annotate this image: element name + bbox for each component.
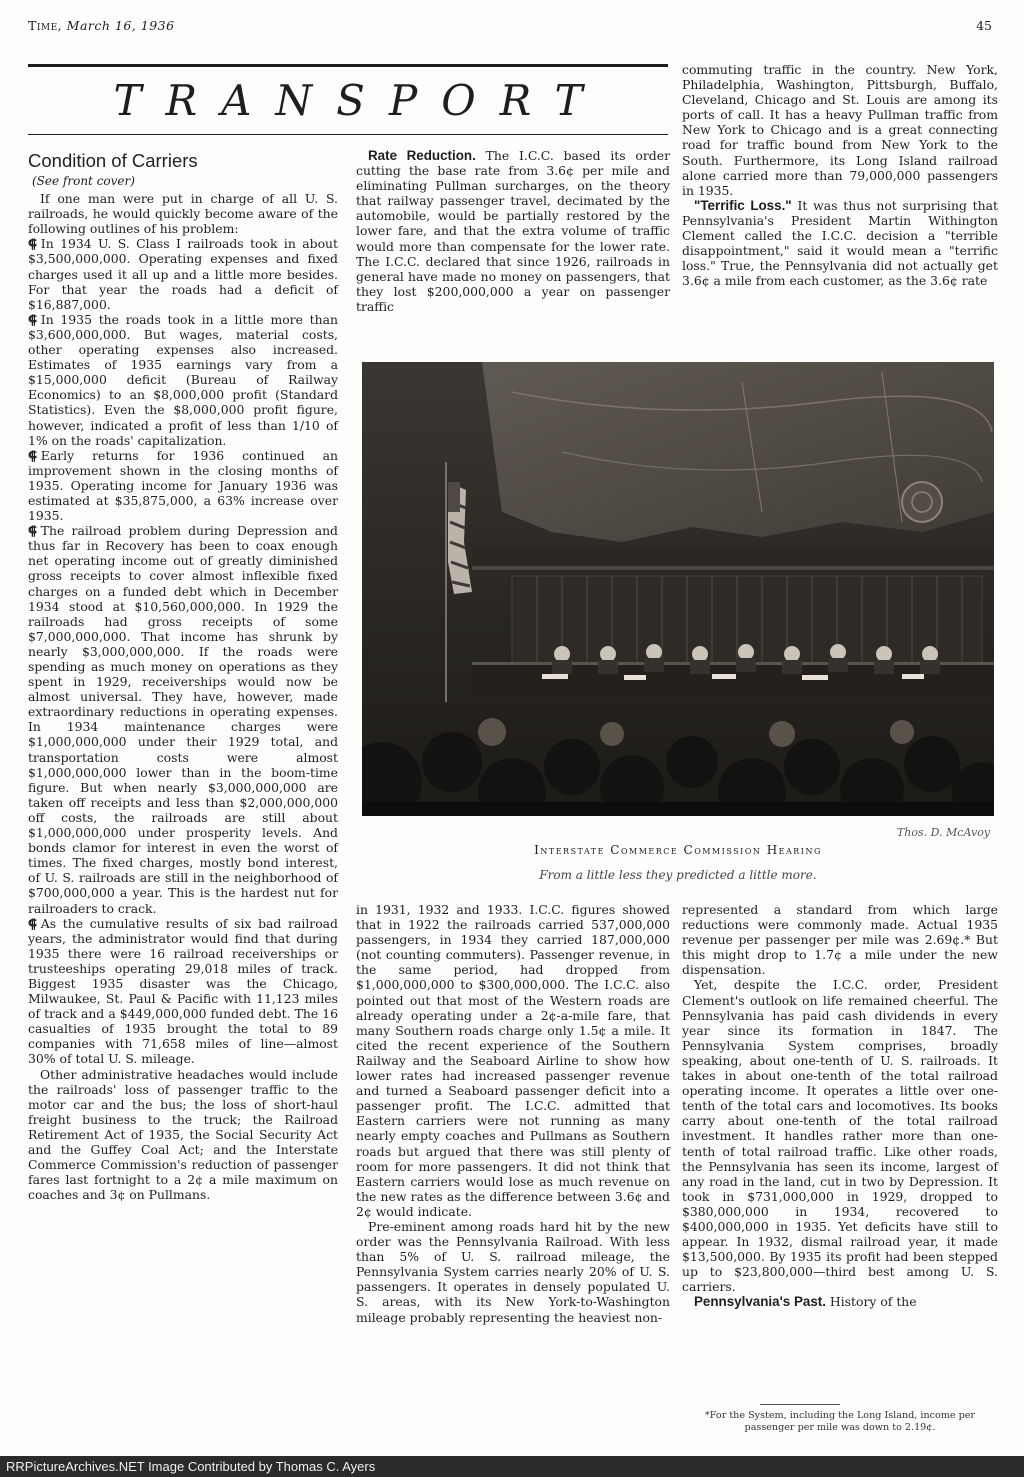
bullet-paragraph: ⸿ The railroad problem during Depression and thus far in Recovery has been to coax enough net operating income out of greatly diminished gross receipts to cover almost inflexible fixed charges on a funded debt which in December 1934 stood at $10,560,000,000. In 1929 the railroads had gross receipts of some $7,000,000,000. That income has shrunk by nearly $3,000,000,000. If the roads were spending as much money on operations as they spent in 1929, receiverships would now be almost universal. They have, however, made extraordinary reductions in operating expenses. In 1934 maintenance charges were $1,000,000,000 under their 1929 total, and transportation costs were almost $1,000,000,000 lower than in the boom-time figure. But when nearly $3,000,000,000 are taken off receipts and less than $2,000,000,000 off costs, the railroads are still about $1,000,000,000 under prosperity levels. And bonds clamor for interest in even the worst of times. The fixed charges, mostly bond interest, of U. S. railroads are still in the neighborhood of $700,000,000 a year. This is the hardest nut for railroaders to crack.	[28, 523, 338, 916]
article-column-2-bottom	[356, 902, 670, 1325]
paragraph: represented a standard from which large reductions were commonly made. Actual 1935 revenue per passenger per mile was 2.69¢.* But this might drop to 1.7¢ a mile under the new dispensation.	[682, 902, 998, 978]
paragraph: in 1931, 1932 and 1933. I.C.C. figures showed that in 1922 the railroads carried 537,000,000 passengers, in 1934 they carried 187,000,000 (not counting commuters). Passenger revenue, in the same period, had dropped from $1,000,000,000 to $300,000,000. The I.C.C. also pointed out that most of the Western roads are already operating under a 2¢-a-mile fare, that many Southern roads charge only 1.5¢ a mile. It cited the recent experience of the Southern Railway and the Seaboard Airline to show how lower rates had increased passenger revenue and turned a Seaboard passenger deficit into a passenger profit. The I.C.C. admitted that Eastern carriers were not running as many nearly empty coaches and Pullmans as Southern roads but argued that there was still plenty of room for more passengers. It did not think that Eastern carriers would lose as much revenue on the new rates as the difference between 3.6¢ and 2¢ would indicate.	[356, 902, 670, 1219]
article-headline: Condition of Carriers	[28, 150, 198, 171]
bullet-paragraph: ⸿ Early returns for 1936 continued an improvement shown in the closing months of 1935. Operating income for January 1936 was estimated at $35,875,000, a 63% increase over 1935.	[28, 447, 338, 524]
section-title: TRANSPORT	[113, 76, 607, 125]
hearing-photograph	[362, 362, 994, 816]
subhead-rate-reduction: Rate Reduction.	[368, 148, 476, 163]
paragraph-mark-icon: ⸿	[28, 447, 37, 463]
paragraph: Yet, despite the I.C.C. order, President Clement's outlook on life remained cheerful. The Pennsylvania has paid cash dividends in every year since its formation in 1847. The Pennsylvania System comprises, broadly speaking, about one-tenth of U. S. railroads. It takes in about one-tenth of the total railroad operating income. It operates a little over one-tenth of the total cars and locomotives. Its books carry about one-tenth of the total railroad investment. It handles rather more than one-tenth of total railroad traffic. Like other roads, the Pennsylvania has seen its income, largest of any road in the land, cut in two by Depression. It took in $731,000,000 in 1929, dropped to $380,000,000 in 1934, recovered to $400,000,000 in 1935. Yet deficits have still to appear. In 1932, dismal railroad year, it made $13,500,000. By 1935 its profit had been stepped up to $23,800,000—third best among U. S. carriers.	[682, 977, 998, 1295]
subhead-pennsylvanias-past: Pennsylvania's Past.	[694, 1294, 826, 1310]
paragraph-mark-icon: ⸿	[28, 915, 37, 931]
paragraph-mark-icon: ⸿	[28, 523, 37, 539]
paragraph: The I.C.C. based its order cutting the base rate from 3.6¢ per mile and eliminating Pullman surcharges, on the theory that railway passenger travel, decimated by the automobile, would be partially restored by the lower fare, and that the extra volume of traffic would more than compensate for the lower rate. The I.C.C. declared that since 1926, railroads in general have made no money on passengers, that they lost $200,000,000 a year on passenger traffic	[356, 148, 670, 314]
article-column-3-bottom	[682, 902, 998, 1310]
footnote: *For the System, including the Long Island, income per passenger per mile was down to 2.19¢.	[704, 1410, 976, 1433]
magazine-name: Time,	[28, 18, 63, 33]
article-column-3-top	[682, 62, 998, 288]
paragraph-mark-icon: ⸿	[28, 236, 37, 252]
archive-watermark: RRPictureArchives.NET Image Contributed by Thomas C. Ayers	[0, 1456, 1024, 1477]
bullet-paragraph: ⸿ In 1935 the roads took in a little more than $3,600,000,000. But wages, material costs, other operating expenses also increased. Estimates of 1935 earnings vary from a $15,000,000 deficit (Bureau of Railway Economics) to an $8,000,000 profit (Standard Statistics). Even the $8,000,000 profit figure, however, indicated a profit of less than 1/10 of 1% on the roads' capitalization.	[28, 311, 338, 448]
bullet-paragraph: ⸿ As the cumulative results of six bad railroad years, the administrator would find that during 1935 there were 16 railroad receiverships or trusteeships operating 29,018 miles of track. Biggest 1935 disaster was the Chicago, Milwaukee, St. Paul & Pacific with 11,123 miles of track and a $449,000,000 funded debt. The 16 casualties of 1935 brought the total to 89 companies with 71,658 miles of line—almost 30% of total U. S. mileage.	[28, 915, 338, 1067]
issue-date: March 16, 1936	[66, 18, 175, 33]
paragraph: If one man were put in charge of all U. S. railroads, he would quickly become aware of the following outlines of his problem:	[28, 191, 338, 237]
paragraph: It was thus not surprising that Pennsylvania's President Martin Withington Clement called the I.C.C. decision a "terrible disappointment," said it would mean a "terrific loss." True, the Pennsylvania did not actually get 3.6¢ a mile from each customer, as the 3.6¢ rate	[682, 197, 998, 289]
paragraph: Other administrative headaches would include the railroads' loss of passenger traffic to the motor car and the bus; the loss of short-haul freight business to the truck; the Railroad Retirement Act of 1935, the Social Security Act and the Guffey Coal Act; and the Interstate Commerce Commission's reduction of passenger fares last fortnight to a 2¢ a mile maximum on coaches and 3¢ on Pullmans.	[28, 1066, 338, 1203]
section-rule-bottom	[28, 134, 668, 135]
article-column-1	[28, 150, 338, 1202]
photo-caption-title: Interstate Commerce Commission Hearing	[534, 843, 822, 857]
paragraph: commuting traffic in the country. New York, Philadelphia, Washington, Pittsburgh, Buffalo, Cleveland, Chicago and St. Louis are among its ports of call. It has a heavy Pullman traffic from New York to Chicago and is a great connecting road for traffic bound from New York to the South. Furthermore, its Long Island railroad alone carried more than 79,000,000 passengers in 1935.	[682, 62, 998, 198]
article-column-2-top	[356, 148, 670, 314]
subhead-terrific-loss: "Terrific Loss."	[694, 197, 792, 213]
photo-caption: From a little less they predicted a little more.	[539, 868, 817, 882]
section-rule-top	[28, 64, 668, 67]
paragraph: History of the	[829, 1294, 917, 1310]
footnote-rule	[760, 1404, 840, 1405]
bullet-paragraph: ⸿ In 1934 U. S. Class I railroads took in about $3,500,000,000. Operating expenses and fixed charges used it all up and a little more besides. For that year the roads had a deficit of $16,887,000.	[28, 236, 338, 312]
photo-credit: Thos. D. McAvoy	[896, 826, 990, 839]
article-kicker: (See front cover)	[32, 174, 135, 188]
running-head	[28, 18, 175, 33]
page-number: 45	[976, 18, 992, 33]
paragraph: Pre-eminent among roads hard hit by the new order was the Pennsylvania Railroad. With less than 5% of U. S. railroad mileage, the Pennsylvania System carries nearly 20% of U. S. passengers. It operates in densely populated U. S. areas, with its New York-to-Washington mileage probably representing the heaviest non-	[356, 1218, 670, 1325]
hearing-photo-illustration	[362, 362, 994, 816]
paragraph-mark-icon: ⸿	[28, 311, 37, 327]
